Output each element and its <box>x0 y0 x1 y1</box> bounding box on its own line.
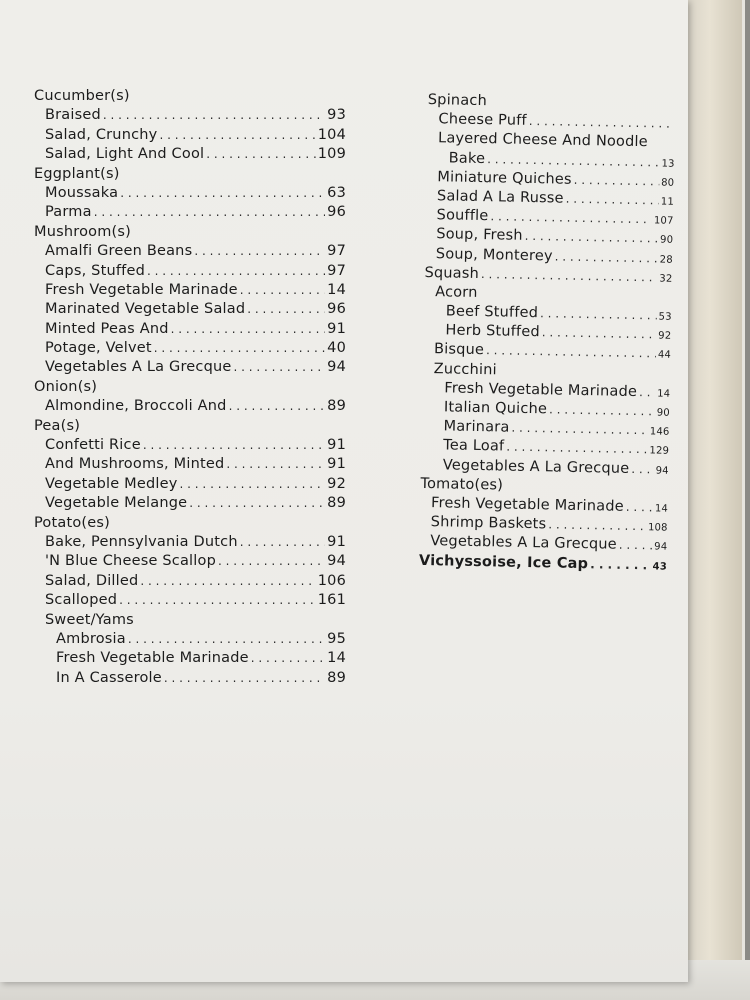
index-page-number: 40 <box>327 340 346 357</box>
index-entry-text: Fresh Vegetable Marinade <box>56 650 249 667</box>
index-entry-text: Amalfi Green Beans <box>45 243 193 260</box>
dot-leader <box>481 267 658 284</box>
dot-leader <box>218 554 325 568</box>
index-entry-text: Cheese Puff <box>438 111 527 130</box>
index-entry-text: Eggplant(s) <box>34 165 120 182</box>
index-page-number: 97 <box>327 262 346 279</box>
index-entry <box>34 612 346 631</box>
index-entry <box>34 359 346 378</box>
dot-leader <box>229 399 326 413</box>
dot-leader <box>94 205 325 219</box>
dot-leader <box>549 402 655 418</box>
index-page-number: 94 <box>655 465 669 477</box>
index-entry-text: Moussaka <box>45 184 119 201</box>
index-entry <box>34 301 346 320</box>
index-page-number: 14 <box>327 281 346 298</box>
index-entry-text: Bisque <box>433 341 485 359</box>
index-entry <box>34 88 346 107</box>
index-entry-text: Bake, Pennsylvania Dutch <box>45 533 238 550</box>
index-entry-text: Bake <box>448 149 486 167</box>
index-entry-text: Almondine, Broccoli And <box>45 398 227 415</box>
index-entry-text: Confetti Rice <box>45 437 141 454</box>
dot-leader <box>247 302 325 316</box>
index-entry-text: Vichyssoise, Ice Cap <box>418 552 589 572</box>
index-entry <box>34 321 346 340</box>
index-page-number: 28 <box>659 253 673 266</box>
dot-leader <box>119 593 316 607</box>
dot-leader <box>194 244 325 258</box>
index-entry-text: Vegetables A La Grecque <box>442 456 630 477</box>
index-entry <box>34 107 346 126</box>
index-page-number: 92 <box>658 330 672 342</box>
index-page-number: 93 <box>327 107 346 124</box>
index-page-number: 106 <box>317 572 346 589</box>
dot-leader <box>206 147 315 161</box>
index-entry-text: Miniature Quiches <box>437 168 572 188</box>
index-page-number: 89 <box>327 669 346 686</box>
index-entry <box>34 398 346 417</box>
index-page-number: 94 <box>327 359 346 376</box>
dot-leader <box>486 344 656 361</box>
dot-leader <box>240 535 325 549</box>
index-page-number: 94 <box>654 541 668 553</box>
index-entry-text: In A Casserole <box>56 669 162 686</box>
index-page-number: 146 <box>649 426 670 438</box>
dot-leader <box>619 538 653 553</box>
dot-leader <box>189 496 325 510</box>
index-entry <box>34 185 346 204</box>
dot-leader <box>143 438 325 452</box>
index-entry-text: Salad, Dilled <box>45 572 139 589</box>
index-entry <box>34 224 346 243</box>
index-entry <box>34 592 346 611</box>
index-page-number: 129 <box>649 445 670 458</box>
index-page-number: 97 <box>327 243 346 260</box>
index-entry <box>34 166 346 185</box>
dot-leader <box>590 557 651 572</box>
index-page-number: 11 <box>660 196 675 208</box>
index-page-number: 91 <box>327 437 346 454</box>
dot-leader <box>506 440 647 457</box>
dot-leader <box>140 574 315 588</box>
index-entry <box>34 340 346 359</box>
index-page-number: 89 <box>327 495 346 512</box>
index-page-number: 96 <box>327 301 346 318</box>
index-entry <box>34 456 346 475</box>
index-entry-text: Squash <box>424 264 480 282</box>
index-page-number: 63 <box>327 184 346 201</box>
index-entry-text: Caps, Stuffed <box>45 262 146 279</box>
index-entry <box>34 476 346 495</box>
index-page-number: 80 <box>661 177 675 189</box>
index-entry-text: Zucchini <box>433 360 497 378</box>
index-page-number: 13 <box>661 158 675 170</box>
index-entry <box>34 243 346 262</box>
index-column-left <box>34 88 346 689</box>
index-page-number: 43 <box>652 560 668 573</box>
page-edge <box>688 0 742 1000</box>
dot-leader <box>128 632 325 646</box>
index-entry-text: Sweet/Yams <box>45 611 134 628</box>
dot-leader <box>226 457 325 471</box>
index-entry-text: Tea Loaf <box>443 437 505 455</box>
index-entry-text: Salad, Crunchy <box>45 126 158 143</box>
index-entry <box>34 515 346 534</box>
index-entry <box>34 127 346 146</box>
index-entry <box>34 670 346 689</box>
index-entry-text: Fresh Vegetable Marinade <box>430 495 624 515</box>
dot-leader <box>631 462 654 476</box>
index-entry <box>34 282 346 301</box>
index-entry-text: Layered Cheese And Noodle <box>437 130 648 151</box>
dot-leader <box>147 264 325 278</box>
index-page-number: 14 <box>654 503 669 515</box>
index-entry-text: Fresh Vegetable Marinade <box>45 281 238 298</box>
index-entry-text: Potato(es) <box>34 514 111 531</box>
dot-leader <box>171 322 325 336</box>
index-page-number: 14 <box>657 388 671 400</box>
index-entry <box>419 552 667 576</box>
index-entry <box>34 573 346 592</box>
index-entry-text: Scalloped <box>45 592 118 609</box>
index-page-number: 90 <box>659 234 674 247</box>
dot-leader <box>626 500 653 515</box>
index-entry-text: Marinara <box>443 418 510 436</box>
index-entry <box>34 146 346 165</box>
index-entry-text: And Mushrooms, Minted <box>45 456 225 473</box>
dot-leader <box>103 108 325 122</box>
dot-leader <box>540 306 657 322</box>
dot-leader <box>490 209 652 226</box>
index-page-number: 104 <box>317 126 346 143</box>
index-entry-text: Vegetables A La Grecque <box>430 533 618 554</box>
dot-leader <box>180 477 326 491</box>
dot-leader <box>154 341 325 355</box>
index-page-number: 161 <box>317 592 346 609</box>
index-entry-text: Mushroom(s) <box>34 223 132 240</box>
dot-leader <box>164 671 325 685</box>
index-entry-text: Souffle <box>436 207 489 225</box>
index-page-number: 95 <box>327 630 346 647</box>
index-entry-text: Italian Quiche <box>443 399 548 418</box>
dot-leader <box>240 283 325 297</box>
index-entry-text: Spinach <box>427 92 488 110</box>
index-page-number: 32 <box>659 273 673 285</box>
index-entry <box>34 437 346 456</box>
index-page-number: 14 <box>327 650 346 667</box>
dot-leader <box>548 518 646 534</box>
dot-leader <box>639 385 655 399</box>
index-page-number: 91 <box>327 533 346 550</box>
index-entry <box>34 263 346 282</box>
index-entry <box>34 650 346 669</box>
index-page-number: 90 <box>656 407 670 419</box>
index-entry-text: 'N Blue Cheese Scallop <box>45 553 216 570</box>
index-entry-text: Parma <box>45 204 92 221</box>
index-entry-text: Soup, Fresh <box>436 226 523 245</box>
index-entry-text: Herb Stuffed <box>445 322 540 341</box>
dot-leader <box>566 192 659 208</box>
dot-leader <box>525 229 659 246</box>
index-entry-text: Pea(s) <box>34 417 81 434</box>
index-entry <box>34 495 346 514</box>
index-entry-text: Acorn <box>435 284 478 301</box>
dot-leader <box>120 186 325 200</box>
dot-leader <box>511 421 648 438</box>
index-entry-text: Braised <box>45 107 101 124</box>
index-page-number: 44 <box>657 349 672 362</box>
dot-leader <box>574 173 660 189</box>
index-page-number: 107 <box>653 215 674 227</box>
index-entry-text: Ambrosia <box>56 630 126 647</box>
index-entry <box>34 553 346 572</box>
index-entry-text: Minted Peas And <box>45 320 169 337</box>
index-entry-text: Onion(s) <box>34 378 98 395</box>
index-entry-text: Beef Stuffed <box>445 303 539 322</box>
index-entry-text: Vegetables A La Grecque <box>45 359 232 376</box>
index-entry <box>34 631 346 650</box>
index-entry-text: Fresh Vegetable Marinade <box>444 380 638 400</box>
index-page-number: 109 <box>317 146 346 163</box>
index-page-number: 108 <box>647 522 668 534</box>
dot-leader <box>251 651 325 665</box>
dot-leader <box>529 114 674 131</box>
index-entry-text: Potage, Velvet <box>45 340 152 357</box>
index-page-number: 96 <box>327 204 346 221</box>
index-entry-text: Salad, Light And Cool <box>45 146 205 163</box>
index-page-number: 89 <box>327 398 346 415</box>
index-column-right <box>419 92 676 576</box>
index-entry <box>34 379 346 398</box>
index-entry-text: Vegetable Medley <box>45 475 178 492</box>
index-entry-text: Soup, Monterey <box>435 245 553 264</box>
index-page-number: 53 <box>658 311 672 323</box>
dot-leader <box>487 152 660 169</box>
index-entry <box>34 418 346 437</box>
index-entry-text: Marinated Vegetable Salad <box>45 301 246 318</box>
index-entry-text: Shrimp Baskets <box>430 514 547 533</box>
index-entry <box>34 534 346 553</box>
index-entry-text: Salad A La Russe <box>436 188 564 207</box>
dot-leader <box>542 325 657 341</box>
index-entry-text: Cucumber(s) <box>34 88 130 104</box>
dot-leader <box>234 360 326 374</box>
index-page-number: 92 <box>327 475 346 492</box>
index-page-number: 91 <box>327 320 346 337</box>
index-page-number: 91 <box>327 456 346 473</box>
dot-leader <box>159 128 315 142</box>
index-entry-text: Tomato(es) <box>420 475 504 494</box>
index-page-number: 94 <box>327 553 346 570</box>
index-entry <box>34 204 346 223</box>
index-entry-text: Vegetable Melange <box>45 495 188 512</box>
dot-leader <box>555 249 658 265</box>
